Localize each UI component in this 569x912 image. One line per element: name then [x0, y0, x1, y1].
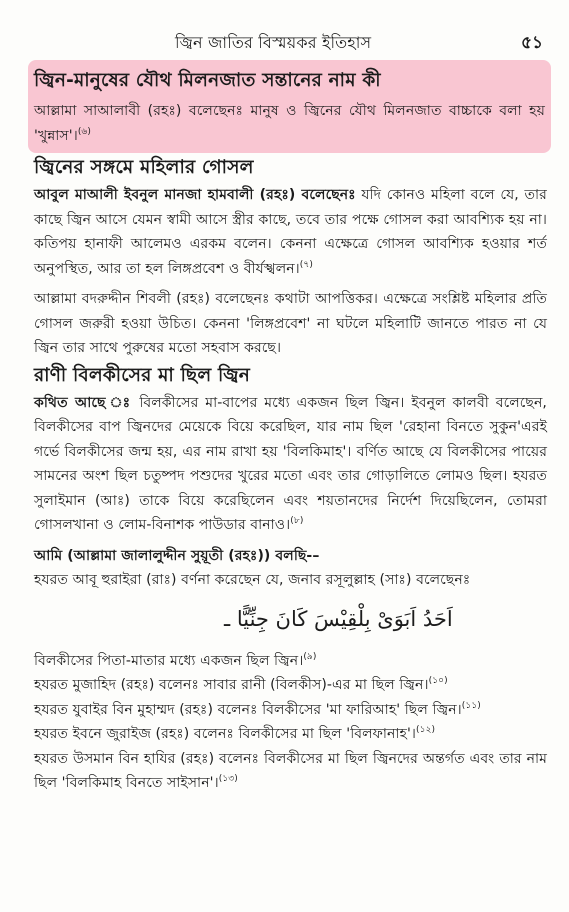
paragraph-ibn-juraij: [34, 722, 547, 747]
paragraph-text: হযরত উসমান বিন হাযির (রহঃ) বলেনঃ বিলকীসের মা ছিল জ্বিনদের অন্তর্গত এবং তার নাম ছিল 'বিলকিমাহ বিনতে সাইসান'।: [34, 750, 547, 791]
page-body: [34, 60, 547, 796]
running-title: জ্বিন জাতির বিস্ময়কর ইতিহাস: [175, 33, 372, 52]
footnote-marker: (১৩): [218, 774, 238, 784]
footnote-marker: (৮): [290, 516, 304, 526]
paragraph-text: হযরত মুজাহিদ (রহঃ) বলেনঃ সাবার রানী (বিলকীস)-এর মা ছিল জ্বিন।: [34, 677, 429, 693]
paragraph-text: বিলকীসের মা-বাপের মধ্যে একজন ছিল জ্বিন। ইবনুল কালবী বলেছেন, বিলকীসের বাপ জ্বিনদের মেয়েকে বিয়ে করেছিল, যার নাম ছিল 'রেহানা বিনতে সুকুন'এরই গর্ভে বিলকীসের জন্ম হয়, এর নাম রাখা হয় 'বিলকিমাহ'। বর্ণিত আছে যে বিলকীসের পায়ের সামনের অংশ ছিল চতুষ্পদ পশুদের খুরের মতো এবং তার গোড়ালিতে লোমও ছিল। হযরত সুলাইমান (আঃ) তাকে বিয়ে করেছিলেন এবং শয়তানদের নির্দেশ দিয়েছিলেন, তোমরা গোসলখানা ও লোম-বিনাশক পাউডার বানাও।: [34, 394, 547, 533]
footnote-marker: (১১): [461, 700, 481, 711]
paragraph-abu-hurairah: হযরত আবূ হুরাইরা (রাঃ) বর্ণনা করেছেন যে, জনাব রসূলুল্লাহ (সাঃ) বলেছেনঃ: [34, 572, 471, 588]
paragraph-lead: আবুল মাআলী ইবনুল মানজা হামবালী (রহঃ) বলেছেনঃ: [34, 187, 356, 203]
paragraph-text: আল্লামা সাআলাবী (রহঃ) বলেছেনঃ মানুষ ও জ্বিনের যৌথ মিলনজাত বাচ্চাকে বলা হয় 'খুন্নাস'।: [34, 103, 545, 144]
paragraph-text: যদি কোনও মহিলা বলে যে, তার কাছে জ্বিন আসে যেমন স্বামী আসে স্ত্রীর কাছে, তবে তার পক্ষে গোসল করা আবশ্যিক হয় না। কতিপয় হানাফী আলেমও এরকম বলেন। কেননা এক্ষেত্রে গোসল আবশ্যিক হওয়ার শর্ত অনুপস্থিত, আর তা হল লিঙ্গপ্রবেশ ও বীর্যস্খলন।: [34, 187, 547, 277]
paragraph-uthman: [34, 747, 547, 796]
paragraph-lead: কথিত আছে ঃ: [34, 394, 133, 411]
paragraph-zubair: [34, 698, 547, 723]
highlighted-passage: [28, 60, 551, 153]
page-number: ৫১: [520, 33, 543, 53]
section-heading-bilqis: রাণী বিলকীসের মা ছিল জ্বিন: [34, 364, 251, 386]
paragraph-parents: [34, 649, 547, 674]
paragraph-suyuti: আমি (আল্লামা জালালুদ্দীন সুয়ূতী (রহঃ)) বলছি-–: [34, 547, 320, 564]
paragraph-khunnas: [34, 99, 545, 148]
paragraph-text: বিলকীসের পিতা-মাতার মধ্যে একজন ছিল জ্বিন।: [34, 652, 304, 669]
section-heading-hybrid-offspring: জ্বিন-মানুষের যৌথ মিলনজাত সন্তানের নাম কী: [34, 70, 381, 91]
running-header: [0, 30, 569, 54]
paragraph-shibli: আল্লামা বদরুদ্দীন শিবলী (রহঃ) বলেছেনঃ কথাটা আপত্তিকর। এক্ষেত্রে সংশ্লিষ্ট মহিলার প্রতি গোসল জরুরী হওয়া উচিত। কেননা 'লিঙ্গপ্রবেশ' না ঘটলে মহিলাটি জানতে পারত না যে জ্বিন তার সাথে পুরুষের মতো সহবাস করছে।: [34, 291, 547, 356]
paragraph-mujahid: [34, 673, 547, 698]
paragraph-text: হযরত যুবাইর বিন মুহাম্মদ (রহঃ) বলেনঃ বিলকীসের 'মা ফারিআহ' ছিল জ্বিন।: [34, 701, 462, 718]
footnote-marker: (১২): [416, 725, 436, 735]
footnote-marker: (১০): [428, 676, 448, 686]
footnote-marker: (৯): [303, 651, 317, 662]
footnote-marker: (৬): [77, 126, 91, 137]
section-heading-ghusl: জ্বিনের সঙ্গমে মহিলার গোসল: [34, 157, 254, 178]
arabic-hadith-quote: اَحَدُ اَبَوَىْ بِلْقِيْسَ كَانَ جِنِّيًّا ـ: [224, 606, 453, 631]
paragraph-hambali: [34, 183, 547, 281]
paragraph-bilqis-origin: [34, 391, 547, 538]
paragraph-text: হযরত ইবনে জুরাইজ (রহঃ) বলেনঃ বিলকীসের মা ছিল 'বিলফানাহ'।: [34, 726, 417, 742]
footnote-marker: (৭): [299, 259, 313, 270]
